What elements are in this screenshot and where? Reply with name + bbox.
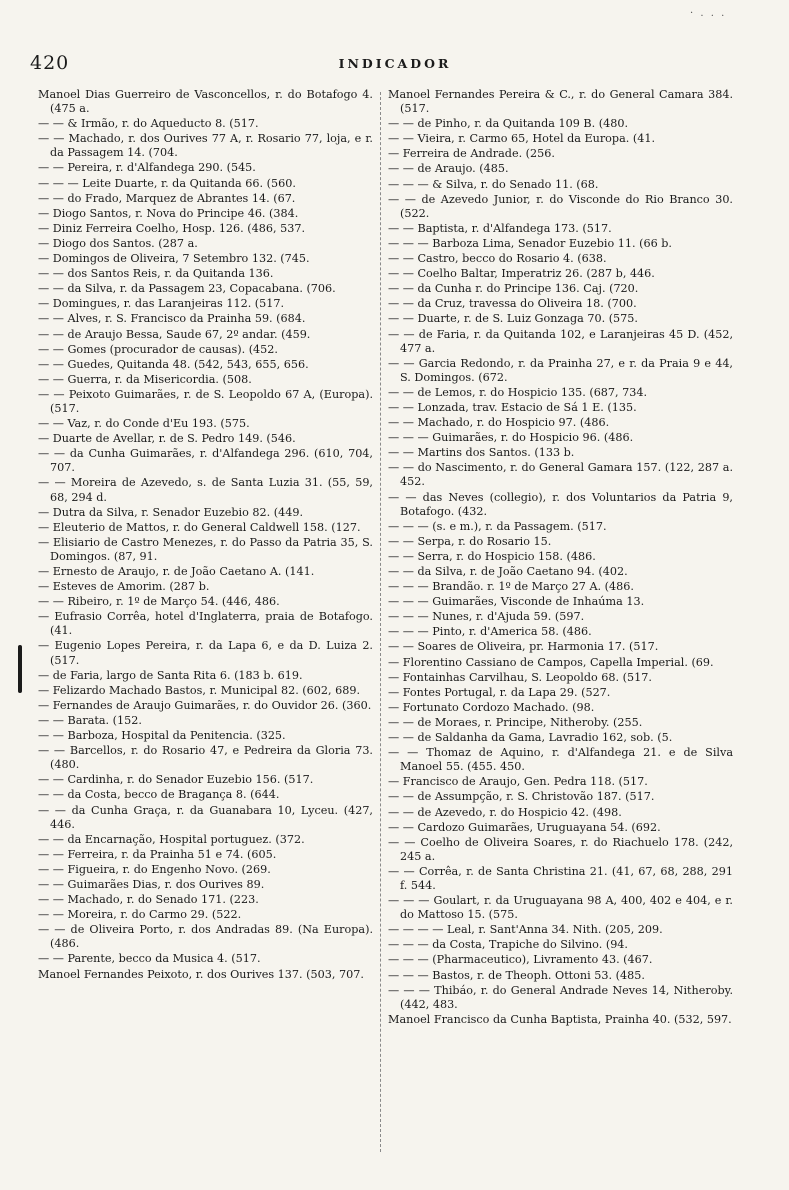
- directory-entry: — — Martins dos Santos. (133 b.: [388, 446, 575, 460]
- directory-entry: — Eleuterio de Mattos, r. do General Caldwell 158. (127.: [38, 520, 361, 534]
- directory-entry: — — Barata. (152.: [38, 713, 142, 727]
- directory-entry: — — Guimarães Dias, r. dos Ourives 89.: [38, 877, 265, 891]
- margin-brace-mark: [18, 645, 22, 693]
- directory-entry: — — da Cruz, travessa do Oliveira 18. (700.: [388, 297, 637, 311]
- directory-entry: — — Guedes, Quitanda 48. (542, 543, 655, 656.: [38, 357, 309, 371]
- left-column: [38, 88, 373, 983]
- directory-entry: — — Gomes (procurador de causas). (452.: [38, 342, 278, 356]
- directory-entry: — Fontainhas Carvilhau, S. Leopoldo 68. (517.: [388, 670, 652, 684]
- page-title: INDICADOR: [338, 56, 452, 71]
- directory-entry: — Francisco de Araujo, Gen. Pedra 118. (517.: [388, 775, 648, 789]
- directory-entry: — — Moreira, r. do Carmo 29. (522.: [38, 908, 242, 922]
- directory-entry: — Esteves de Amorim. (287 b.: [38, 580, 210, 594]
- directory-entry: — — Guerra, r. da Misericordia. (508.: [38, 372, 252, 386]
- directory-entry: — — de Araujo Bessa, Saude 67, 2º andar. (459.: [38, 327, 311, 341]
- directory-entry: — — Castro, becco do Rosario 4. (638.: [388, 252, 607, 266]
- directory-entry: — — Serra, r. do Hospicio 158. (486.: [388, 549, 596, 563]
- directory-entry: — — Vaz, r. do Conde d'Eu 193. (575.: [38, 417, 250, 431]
- directory-entry: — — — — Leal, r. Sant'Anna 34. Nith. (205, 209.: [388, 923, 663, 937]
- directory-entry: — — — Goulart, r. da Uruguayana 98 A, 400, 402 e 404, e r. do Mattoso 15. (575.: [388, 894, 733, 922]
- directory-entry: — Ferreira de Andrade. (256.: [388, 147, 555, 161]
- page-header: [30, 52, 760, 74]
- directory-entry: — — — Guimarães, r. do Hospicio 96. (486.: [388, 431, 634, 445]
- directory-entry: — — — Nunes, r. d'Ajuda 59. (597.: [388, 610, 585, 624]
- directory-entry: — Diogo dos Santos. (287 a.: [38, 236, 198, 250]
- directory-entry: — — Baptista, r. d'Alfandega 173. (517.: [388, 221, 612, 235]
- directory-entry: — — Thomaz de Aquino, r. d'Alfandega 21. e de Silva Manoel 55. (455. 450.: [388, 746, 733, 774]
- directory-entry: — — dos Santos Reis, r. da Quitanda 136.: [38, 267, 274, 281]
- directory-entry: — — — Thibáo, r. do General Andrade Neves 14, Nitheroby. (442, 483.: [388, 983, 733, 1011]
- directory-entry: — Florentino Cassiano de Campos, Capella Imperial. (69.: [388, 655, 714, 669]
- directory-entry: — — de Araujo. (485.: [388, 162, 509, 176]
- directory-entry: — — — da Costa, Trapiche do Silvino. (94.: [388, 938, 628, 952]
- directory-entry: — — da Cunha Guimarães, r. d'Alfandega 296. (610, 704, 707.: [38, 447, 373, 475]
- directory-entry: — Diogo Santos, r. Nova do Principe 46. (384.: [38, 206, 299, 220]
- directory-entry: — — Machado, r. dos Ourives 77 A, r. Rosario 77, loja, e r. da Passagem 14. (704.: [38, 132, 373, 160]
- directory-entry: — Eufrasio Corrêa, hotel d'Inglaterra, praia de Botafogo. (41.: [38, 610, 373, 638]
- directory-entry: — Domingues, r. das Laranjeiras 112. (517.: [38, 297, 285, 311]
- directory-entry: Manoel Francisco da Cunha Baptista, Prainha 40. (532, 597.: [388, 1012, 732, 1026]
- directory-entry: — — — (s. e m.), r. da Passagem. (517.: [388, 519, 607, 533]
- directory-entry: — — de Saldanha da Gama, Lavradio 162, sob. (5.: [388, 731, 673, 745]
- directory-entry: — — Alves, r. S. Francisco da Prainha 59. (684.: [38, 312, 306, 326]
- directory-entry: — — de Lemos, r. do Hospicio 135. (687, 734.: [388, 385, 648, 399]
- directory-entry: — — — Pinto, r. d'America 58. (486.: [388, 625, 592, 639]
- directory-entry: — — Duarte, r. de S. Luiz Gonzaga 70. (575.: [388, 312, 638, 326]
- directory-entry: — — da Silva, r. de João Caetano 94. (402.: [388, 565, 628, 578]
- directory-entry: — — da Cunha r. do Principe 136. Caj. (720.: [388, 282, 639, 296]
- directory-entry: — — Lonzada, trav. Estacio de Sá 1 E. (135.: [388, 400, 637, 414]
- directory-entry: — — Parente, becco da Musica 4. (517.: [38, 952, 261, 966]
- directory-entry: — — & Irmão, r. do Aqueducto 8. (517.: [38, 117, 259, 131]
- directory-entry: — Fortunato Cordozo Machado. (98.: [388, 700, 595, 714]
- directory-entry: — — Corrêa, r. de Santa Christina 21. (41, 67, 68, 288, 291 f. 544.: [388, 864, 733, 892]
- directory-entry: — — Machado, r. do Senado 171. (223.: [38, 893, 259, 907]
- directory-entry: — — Soares de Oliveira, pr. Harmonia 17. (517.: [388, 640, 659, 654]
- column-divider: [380, 92, 381, 1152]
- directory-entry: — — de Oliveira Porto, r. dos Andradas 89. (Na Europa). (486.: [38, 923, 373, 951]
- directory-entry: — — Ribeiro, r. 1º de Março 54. (446, 486.: [38, 595, 280, 609]
- directory-entry: — Felizardo Machado Bastos, r. Municipal 82. (602, 689.: [38, 683, 361, 697]
- directory-entry: — — das Neves (collegio), r. dos Voluntarios da Patria 9, Botafogo. (432.: [388, 490, 733, 518]
- page-number: 420: [30, 52, 70, 74]
- corner-mark: · . . .: [690, 8, 727, 19]
- directory-entry: — — Peixoto Guimarães, r. de S. Leopoldo 67 A, (Europa). (517.: [38, 387, 373, 415]
- directory-entry: — Ernesto de Araujo, r. de João Caetano A. (141.: [38, 565, 315, 578]
- directory-entry: — — Ferreira, r. da Prainha 51 e 74. (605.: [38, 847, 277, 861]
- directory-entry: — — de Azevedo Junior, r. do Visconde do Rio Branco 30. (522.: [388, 192, 733, 220]
- directory-entry: — — — Guimarães, Visconde de Inhaúma 13.: [388, 595, 645, 609]
- directory-entry: — — — & Silva, r. do Senado 11. (68.: [388, 177, 599, 191]
- directory-entry: — — — Brandão. r. 1º de Março 27 A. (486.: [388, 580, 634, 594]
- directory-entry: — — Barcellos, r. do Rosario 47, e Pedreira da Gloria 73. (480.: [38, 744, 373, 772]
- directory-entry: — — de Pinho, r. da Quitanda 109 B. (480.: [388, 117, 629, 131]
- directory-entry: — Duarte de Avellar, r. de S. Pedro 149. (546.: [38, 432, 296, 446]
- directory-entry: — — da Silva, r. da Passagem 23, Copacabana. (706.: [38, 282, 336, 296]
- directory-entry: — — Machado, r. do Hospicio 97. (486.: [388, 416, 610, 430]
- directory-entry: — Dutra da Silva, r. Senador Euzebio 82. (449.: [38, 505, 304, 519]
- directory-entry: — — Barboza, Hospital da Penitencia. (325.: [38, 729, 286, 743]
- directory-entry: — — Moreira de Azevedo, s. de Santa Luzia 31. (55, 59, 68, 294 d.: [38, 476, 373, 504]
- right-column: [388, 88, 733, 1028]
- directory-entry: — Elisiario de Castro Menezes, r. do Passo da Patria 35, S. Domingos. (87, 91.: [38, 535, 373, 563]
- directory-entry: — Fernandes de Araujo Guimarães, r. do Ouvidor 26. (360.: [38, 698, 372, 712]
- directory-entry: — — de Moraes, r. Principe, Nitheroby. (255.: [388, 715, 643, 729]
- directory-entry: — — de Faria, r. da Quitanda 102, e Laranjeiras 45 D. (452, 477 a.: [388, 327, 733, 355]
- directory-entry: — — do Frado, Marquez de Abrantes 14. (67.: [38, 191, 296, 205]
- directory-entry: — — da Cunha Graça, r. da Guanabara 10, Lyceu. (427, 446.: [38, 803, 373, 831]
- directory-entry: — — da Encarnação, Hospital portuguez. (372.: [38, 832, 305, 846]
- directory-entry: — Eugenio Lopes Pereira, r. da Lapa 6, e da D. Luiza 2. (517.: [38, 639, 373, 667]
- directory-entry: — — Serpa, r. do Rosario 15.: [388, 534, 552, 548]
- directory-entry: Manoel Fernandes Peixoto, r. dos Ourives 137. (503, 707.: [38, 967, 364, 981]
- directory-entry: — — Vieira, r. Carmo 65, Hotel da Europa. (41.: [388, 132, 656, 146]
- directory-entry: — — Cardinha, r. do Senador Euzebio 156. (517.: [38, 773, 314, 787]
- directory-entry: — — Figueira, r. do Engenho Novo. (269.: [38, 862, 271, 876]
- directory-entry: — — — Bastos, r. de Theoph. Ottoni 53. (485.: [388, 968, 645, 982]
- directory-entry: Manoel Dias Guerreiro de Vasconcellos, r. do Botafogo 4. (475 a.: [38, 88, 373, 116]
- directory-entry: — — Cardozo Guimarães, Uruguayana 54. (692.: [388, 820, 661, 834]
- directory-entry: — — — Leite Duarte, r. da Quitanda 66. (560.: [38, 176, 296, 190]
- directory-entry: — — — Barboza Lima, Senador Euzebio 11. (66 b.: [388, 236, 672, 250]
- directory-entry: — de Faria, largo de Santa Rita 6. (183 b. 619.: [38, 668, 303, 682]
- directory-entry: — — Coelho de Oliveira Soares, r. do Riachuelo 178. (242, 245 a.: [388, 835, 733, 863]
- directory-entry: — — — (Pharmaceutico), Livramento 43. (467.: [388, 953, 653, 967]
- directory-entry: — Diniz Ferreira Coelho, Hosp. 126. (486, 537.: [38, 221, 306, 235]
- directory-entry: — — da Costa, becco de Bragança 8. (644.: [38, 788, 280, 802]
- directory-entry: — — de Assumpção, r. S. Christovão 187. (517.: [388, 790, 655, 804]
- directory-entry: — — de Azevedo, r. do Hospicio 42. (498.: [388, 805, 622, 819]
- directory-entry: — — do Nascimento, r. do General Gamara 157. (122, 287 a. 452.: [388, 461, 733, 489]
- directory-entry: — Domingos de Oliveira, 7 Setembro 132. (745.: [38, 252, 310, 266]
- directory-entry: — — Coelho Baltar, Imperatriz 26. (287 b, 446.: [388, 267, 655, 281]
- directory-entry: — Fontes Portugal, r. da Lapa 29. (527.: [388, 685, 611, 699]
- directory-entry: — — Pereira, r. d'Alfandega 290. (545.: [38, 161, 256, 175]
- directory-entry: — — Garcia Redondo, r. da Prainha 27, e r. da Praia 9 e 44, S. Domingos. (672.: [388, 356, 733, 384]
- directory-entry: Manoel Fernandes Pereira & C., r. do General Camara 384. (517.: [388, 88, 733, 116]
